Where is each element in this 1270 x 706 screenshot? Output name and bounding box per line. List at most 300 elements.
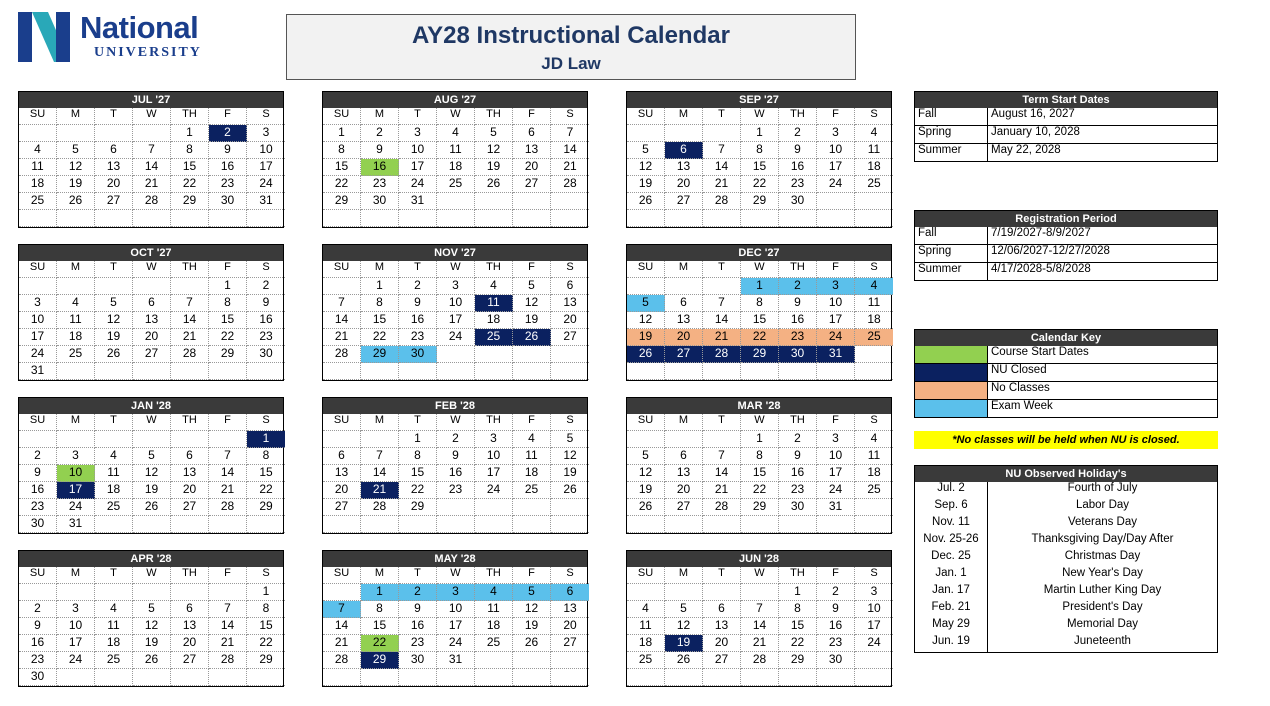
term-start-row-value: August 16, 2027 — [991, 108, 1075, 120]
month-grid — [627, 261, 891, 380]
day-cell: 2 — [361, 125, 399, 142]
empty-day-cell — [399, 363, 437, 380]
holiday-name: Christmas Day — [1064, 550, 1141, 562]
day-cell: 29 — [247, 499, 285, 516]
day-cell: 5 — [513, 278, 551, 295]
month-grid — [627, 108, 891, 227]
empty-day-cell — [703, 125, 741, 142]
day-cell: 29 — [361, 346, 399, 363]
holiday-date: Jul. 2 — [915, 482, 988, 499]
day-cell: 2 — [437, 431, 475, 448]
day-cell: 24 — [817, 329, 855, 346]
day-cell: 21 — [703, 482, 741, 499]
holiday-row — [915, 635, 1217, 652]
day-cell: 28 — [703, 193, 741, 210]
day-cell: 5 — [665, 601, 703, 618]
day-cell: 5 — [475, 125, 513, 142]
empty-day-cell — [703, 431, 741, 448]
weekday-label: TH — [475, 261, 513, 278]
empty-day-cell — [475, 516, 513, 533]
day-cell: 27 — [95, 193, 133, 210]
empty-day-cell — [323, 210, 361, 227]
day-cell: 25 — [475, 329, 513, 346]
weekday-label: M — [57, 108, 95, 125]
weekday-label: TH — [171, 108, 209, 125]
empty-day-cell — [475, 346, 513, 363]
empty-day-cell — [855, 193, 893, 210]
day-cell: 23 — [19, 652, 57, 669]
weekday-label: T — [399, 567, 437, 584]
day-cell: 1 — [247, 584, 285, 601]
empty-day-cell — [171, 431, 209, 448]
day-cell: 28 — [703, 499, 741, 516]
empty-day-cell — [19, 210, 57, 227]
day-cell: 28 — [703, 346, 741, 363]
empty-day-cell — [627, 431, 665, 448]
day-cell: 20 — [95, 176, 133, 193]
day-cell: 27 — [513, 176, 551, 193]
national-university-logo — [18, 12, 208, 68]
day-cell: 2 — [779, 431, 817, 448]
weekday-label: S — [247, 108, 285, 125]
day-cell: 6 — [665, 295, 703, 312]
day-cell: 6 — [171, 601, 209, 618]
day-cell: 5 — [627, 142, 665, 159]
day-cell: 2 — [399, 584, 437, 601]
empty-day-cell — [133, 210, 171, 227]
day-cell: 17 — [57, 482, 95, 499]
day-cell: 19 — [627, 482, 665, 499]
empty-day-cell — [551, 346, 589, 363]
day-cell: 25 — [57, 346, 95, 363]
day-cell: 7 — [703, 142, 741, 159]
calendar-key-title: Calendar Key — [915, 330, 1217, 346]
day-cell: 11 — [855, 142, 893, 159]
weekday-label: F — [817, 108, 855, 125]
empty-day-cell — [323, 669, 361, 686]
day-cell: 14 — [703, 159, 741, 176]
empty-day-cell — [627, 210, 665, 227]
day-cell: 31 — [19, 363, 57, 380]
empty-day-cell — [703, 516, 741, 533]
term-start-row-label: Fall — [915, 108, 988, 125]
day-cell: 16 — [19, 482, 57, 499]
day-cell: 12 — [551, 448, 589, 465]
day-cell: 19 — [133, 635, 171, 652]
day-cell: 26 — [133, 652, 171, 669]
month-title: FEB '28 — [323, 398, 587, 414]
day-cell: 24 — [57, 652, 95, 669]
empty-day-cell — [95, 363, 133, 380]
day-cell: 23 — [399, 329, 437, 346]
day-cell: 16 — [437, 465, 475, 482]
empty-day-cell — [361, 516, 399, 533]
empty-day-cell — [323, 278, 361, 295]
empty-day-cell — [133, 278, 171, 295]
day-cell: 1 — [247, 431, 285, 448]
day-cell: 29 — [323, 193, 361, 210]
day-cell: 13 — [703, 618, 741, 635]
day-cell: 22 — [741, 176, 779, 193]
empty-day-cell — [627, 584, 665, 601]
day-cell: 20 — [665, 329, 703, 346]
day-cell: 18 — [855, 465, 893, 482]
day-cell: 28 — [133, 193, 171, 210]
empty-day-cell — [779, 516, 817, 533]
day-cell: 10 — [437, 295, 475, 312]
day-cell: 3 — [475, 431, 513, 448]
month-calendar — [18, 550, 284, 687]
day-cell: 16 — [247, 312, 285, 329]
weekday-label: M — [57, 567, 95, 584]
empty-day-cell — [133, 363, 171, 380]
empty-day-cell — [855, 516, 893, 533]
day-cell: 1 — [779, 584, 817, 601]
month-title: MAY '28 — [323, 551, 587, 567]
day-cell: 18 — [437, 159, 475, 176]
day-cell: 21 — [209, 482, 247, 499]
day-cell: 3 — [817, 125, 855, 142]
day-cell: 6 — [665, 142, 703, 159]
day-cell: 27 — [323, 499, 361, 516]
day-cell: 23 — [779, 329, 817, 346]
weekday-label: T — [95, 414, 133, 431]
day-cell: 13 — [551, 601, 589, 618]
empty-day-cell — [323, 516, 361, 533]
day-cell: 19 — [627, 176, 665, 193]
weekday-label: T — [399, 108, 437, 125]
day-cell: 27 — [171, 499, 209, 516]
day-cell: 15 — [247, 465, 285, 482]
holiday-date: May 29 — [915, 618, 988, 635]
day-cell: 25 — [627, 652, 665, 669]
month-title: OCT '27 — [19, 245, 283, 261]
day-cell: 28 — [361, 499, 399, 516]
day-cell: 22 — [171, 176, 209, 193]
weekday-label: M — [665, 414, 703, 431]
empty-day-cell — [741, 210, 779, 227]
day-cell: 9 — [437, 448, 475, 465]
term-start-row-label: Spring — [915, 126, 988, 143]
day-cell: 19 — [513, 312, 551, 329]
day-cell: 26 — [627, 346, 665, 363]
day-cell: 21 — [323, 635, 361, 652]
month-title: SEP '27 — [627, 92, 891, 108]
day-cell: 10 — [399, 142, 437, 159]
day-cell: 10 — [817, 142, 855, 159]
day-cell: 10 — [475, 448, 513, 465]
day-cell: 23 — [19, 499, 57, 516]
weekday-label: TH — [171, 261, 209, 278]
day-cell: 13 — [171, 465, 209, 482]
day-cell: 5 — [513, 584, 551, 601]
month-title: NOV '27 — [323, 245, 587, 261]
day-cell: 7 — [323, 295, 361, 312]
empty-day-cell — [361, 669, 399, 686]
day-cell: 20 — [133, 329, 171, 346]
month-grid — [323, 414, 587, 533]
day-cell: 27 — [703, 652, 741, 669]
empty-day-cell — [133, 125, 171, 142]
registration-row-value: 12/06/2027-12/27/2028 — [991, 245, 1110, 257]
weekday-label: M — [361, 414, 399, 431]
logo-word-university: UNIVERSITY — [94, 45, 202, 60]
day-cell: 1 — [741, 125, 779, 142]
day-cell: 20 — [171, 635, 209, 652]
weekday-label: F — [209, 261, 247, 278]
weekday-label: T — [399, 414, 437, 431]
day-cell: 14 — [209, 618, 247, 635]
weekday-label: SU — [323, 261, 361, 278]
day-cell: 16 — [361, 159, 399, 176]
weekday-label: W — [133, 108, 171, 125]
day-cell: 26 — [475, 176, 513, 193]
day-cell: 16 — [19, 635, 57, 652]
day-cell: 13 — [171, 618, 209, 635]
month-grid — [627, 414, 891, 533]
empty-day-cell — [323, 431, 361, 448]
day-cell: 28 — [209, 499, 247, 516]
holiday-row — [915, 533, 1217, 550]
page-subtitle: JD Law — [541, 54, 601, 73]
empty-day-cell — [437, 363, 475, 380]
weekday-label: W — [437, 261, 475, 278]
key-row — [915, 382, 1217, 400]
day-cell: 9 — [19, 618, 57, 635]
month-calendar — [322, 91, 588, 228]
month-calendar — [18, 397, 284, 534]
empty-day-cell — [513, 363, 551, 380]
month-title: DEC '27 — [627, 245, 891, 261]
term-start-panel — [914, 91, 1218, 162]
empty-day-cell — [133, 669, 171, 686]
empty-day-cell — [171, 669, 209, 686]
day-cell: 12 — [513, 295, 551, 312]
registration-row-label: Spring — [915, 245, 988, 262]
day-cell: 31 — [399, 193, 437, 210]
day-cell: 31 — [247, 193, 285, 210]
holiday-date: Nov. 11 — [915, 516, 988, 533]
day-cell: 7 — [551, 125, 589, 142]
empty-day-cell — [57, 363, 95, 380]
month-grid — [19, 108, 283, 227]
day-cell: 29 — [171, 193, 209, 210]
day-cell: 30 — [817, 652, 855, 669]
day-cell: 20 — [513, 159, 551, 176]
empty-day-cell — [665, 516, 703, 533]
day-cell: 10 — [57, 618, 95, 635]
weekday-label: S — [855, 108, 893, 125]
empty-day-cell — [247, 669, 285, 686]
weekday-label: SU — [627, 108, 665, 125]
day-cell: 8 — [323, 142, 361, 159]
day-cell: 11 — [57, 312, 95, 329]
empty-day-cell — [171, 210, 209, 227]
empty-day-cell — [551, 210, 589, 227]
day-cell: 28 — [209, 652, 247, 669]
day-cell: 8 — [247, 448, 285, 465]
holiday-name: Memorial Day — [1067, 618, 1138, 630]
weekday-label: M — [665, 261, 703, 278]
day-cell: 7 — [703, 295, 741, 312]
day-cell: 25 — [855, 329, 893, 346]
empty-day-cell — [665, 669, 703, 686]
day-cell: 18 — [513, 465, 551, 482]
day-cell: 29 — [741, 193, 779, 210]
empty-day-cell — [19, 278, 57, 295]
day-cell: 27 — [551, 329, 589, 346]
day-cell: 21 — [703, 176, 741, 193]
day-cell: 6 — [323, 448, 361, 465]
day-cell: 25 — [19, 193, 57, 210]
day-cell: 1 — [171, 125, 209, 142]
weekday-label: W — [437, 108, 475, 125]
day-cell: 14 — [209, 465, 247, 482]
day-cell: 21 — [209, 635, 247, 652]
day-cell: 24 — [57, 499, 95, 516]
day-cell: 14 — [703, 465, 741, 482]
day-cell: 22 — [323, 176, 361, 193]
weekday-label: SU — [627, 414, 665, 431]
weekday-label: TH — [171, 567, 209, 584]
day-cell: 22 — [361, 329, 399, 346]
empty-day-cell — [779, 669, 817, 686]
holiday-name: Labor Day — [1075, 499, 1130, 511]
day-cell: 24 — [247, 176, 285, 193]
day-cell: 18 — [855, 159, 893, 176]
day-cell: 25 — [437, 176, 475, 193]
day-cell: 3 — [19, 295, 57, 312]
empty-day-cell — [817, 669, 855, 686]
empty-day-cell — [627, 125, 665, 142]
empty-day-cell — [703, 278, 741, 295]
weekday-label: SU — [19, 108, 57, 125]
weekday-label: T — [95, 261, 133, 278]
empty-day-cell — [703, 584, 741, 601]
day-cell: 8 — [247, 601, 285, 618]
day-cell: 26 — [627, 193, 665, 210]
day-cell: 1 — [361, 584, 399, 601]
day-cell: 20 — [665, 176, 703, 193]
empty-day-cell — [133, 431, 171, 448]
day-cell: 4 — [57, 295, 95, 312]
day-cell: 18 — [19, 176, 57, 193]
day-cell: 6 — [551, 278, 589, 295]
day-cell: 6 — [513, 125, 551, 142]
day-cell: 2 — [209, 125, 247, 142]
holiday-name: Fourth of July — [1067, 482, 1138, 494]
empty-day-cell — [399, 669, 437, 686]
weekday-label: W — [133, 567, 171, 584]
day-cell: 8 — [171, 142, 209, 159]
key-label: Course Start Dates — [991, 346, 1089, 358]
empty-day-cell — [551, 499, 589, 516]
holiday-row — [915, 584, 1217, 601]
day-cell: 25 — [95, 499, 133, 516]
empty-day-cell — [741, 669, 779, 686]
day-cell: 19 — [627, 329, 665, 346]
day-cell: 9 — [361, 142, 399, 159]
day-cell: 4 — [437, 125, 475, 142]
weekday-label: S — [551, 414, 589, 431]
weekday-label: M — [57, 261, 95, 278]
holiday-row — [915, 482, 1217, 499]
day-cell: 14 — [551, 142, 589, 159]
weekday-label: F — [513, 261, 551, 278]
term-start-row — [915, 144, 1217, 161]
day-cell: 3 — [437, 278, 475, 295]
day-cell: 20 — [665, 482, 703, 499]
day-cell: 25 — [855, 176, 893, 193]
holiday-date: Nov. 25-26 — [915, 533, 988, 550]
day-cell: 8 — [209, 295, 247, 312]
day-cell: 24 — [399, 176, 437, 193]
day-cell: 1 — [741, 431, 779, 448]
day-cell: 30 — [779, 346, 817, 363]
empty-day-cell — [551, 193, 589, 210]
month-calendar — [18, 91, 284, 228]
day-cell: 20 — [703, 635, 741, 652]
day-cell: 24 — [855, 635, 893, 652]
empty-day-cell — [437, 210, 475, 227]
day-cell: 30 — [19, 669, 57, 686]
day-cell: 26 — [627, 499, 665, 516]
empty-day-cell — [95, 516, 133, 533]
empty-day-cell — [437, 346, 475, 363]
day-cell: 7 — [133, 142, 171, 159]
day-cell: 25 — [475, 635, 513, 652]
empty-day-cell — [551, 516, 589, 533]
day-cell: 21 — [323, 329, 361, 346]
day-cell: 6 — [171, 448, 209, 465]
empty-day-cell — [741, 516, 779, 533]
holiday-name: Martin Luther King Day — [1043, 584, 1162, 596]
weekday-label: W — [437, 567, 475, 584]
day-cell: 15 — [247, 618, 285, 635]
day-cell: 3 — [437, 584, 475, 601]
day-cell: 9 — [779, 448, 817, 465]
day-cell: 24 — [817, 482, 855, 499]
empty-day-cell — [57, 584, 95, 601]
holiday-name: Veterans Day — [1067, 516, 1138, 528]
day-cell: 26 — [513, 329, 551, 346]
weekday-label: F — [513, 567, 551, 584]
month-grid — [323, 567, 587, 686]
day-cell: 9 — [399, 601, 437, 618]
day-cell: 6 — [703, 601, 741, 618]
empty-day-cell — [95, 584, 133, 601]
day-cell: 28 — [171, 346, 209, 363]
empty-day-cell — [475, 193, 513, 210]
weekday-label: T — [95, 108, 133, 125]
day-cell: 16 — [399, 312, 437, 329]
empty-day-cell — [209, 363, 247, 380]
day-cell: 13 — [665, 465, 703, 482]
empty-day-cell — [665, 363, 703, 380]
empty-day-cell — [855, 363, 893, 380]
weekday-label: F — [513, 414, 551, 431]
day-cell: 14 — [361, 465, 399, 482]
weekday-label: M — [57, 414, 95, 431]
day-cell: 28 — [741, 652, 779, 669]
day-cell: 23 — [247, 329, 285, 346]
day-cell: 5 — [133, 601, 171, 618]
day-cell: 22 — [247, 635, 285, 652]
day-cell: 29 — [741, 346, 779, 363]
day-cell: 20 — [323, 482, 361, 499]
day-cell: 12 — [475, 142, 513, 159]
term-start-row — [915, 126, 1217, 144]
